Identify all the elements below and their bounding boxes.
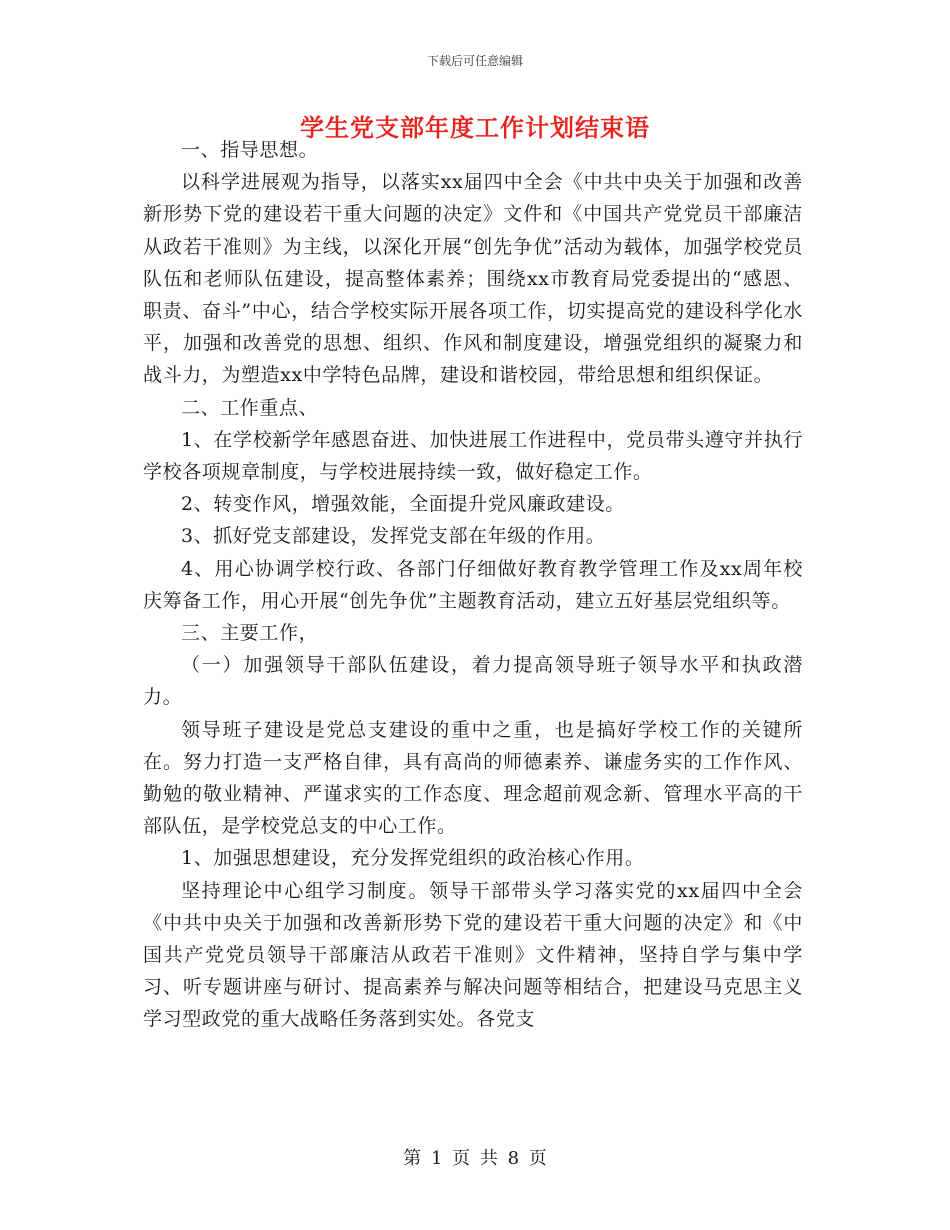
paragraph-subsection-1-heading: （一）加强领导干部队伍建设，着力提高领导班子领导水平和执政潜力。: [143, 654, 803, 709]
paragraph-focus-3: 3、抓好党支部建设，发挥党支部在年级的作用。: [181, 525, 606, 548]
document-title: 学生党支部年度工作计划结束语: [300, 113, 650, 142]
paragraph-section-2-heading: 二、工作重点、: [181, 396, 319, 419]
paragraph-focus-2: 2、转变作风，增强效能，全面提升党风廉政建设。: [181, 493, 625, 516]
document-body: [143, 134, 803, 1036]
page-header-note: 下载后可任意编辑: [426, 54, 523, 68]
paragraph-item-1-heading: 1、加强思想建设，充分发挥党组织的政治核心作用。: [181, 847, 645, 870]
paragraph-leadership: 领导班子建设是党总支建设的重中之重，也是搞好学校工作的关键所在。努力打造一支严格自律，具有高尚的师德素养、谦虚务实的工作作风、勤勉的敬业精神、严谨求实的工作态度、理念超前观念新、管理水平高的干部队伍，是学校党总支的中心工作。: [143, 718, 803, 838]
page-footer: [0, 1148, 950, 1170]
paragraph-section-1-heading: 一、指导思想。: [181, 139, 319, 161]
paragraph-guiding-ideology: 以科学进展观为指导，以落实xx届四中全会《中共中央关于加强和改善新形势下党的建设若干重大问题的决定》文件和《中国共产党党员干部廉洁从政若干准则》为主线，以深化开展“创先争优”活动为载体，加强学校党员队伍和老师队伍建设，提高整体素养；围绕xx市教育局党委提出的“感恩、职责、奋斗”中心，结合学校实际开展各项工作，切实提高党的建设科学化水平，加强和改善党的思想、组织、作风和制度建设，增强党组织的凝聚力和战斗力，为塑造xx中学特色品牌，建设和谐校园，带给思想和组织保证。: [143, 171, 803, 387]
paragraph-focus-4: 4、用心协调学校行政、各部门仔细做好教育教学管理工作及xx周年校庆筹备工作，用心开展“创先争优”主题教育活动，建立五好基层党组织等。: [143, 557, 803, 612]
paragraph-focus-1: 1、在学校新学年感恩奋进、加快进展工作进程中，党员带头遵守并执行学校各项规章制度，与学校进展持续一致，做好稳定工作。: [143, 428, 803, 484]
paragraph-section-3-heading: 三、主要工作，: [181, 622, 319, 645]
page-number-label: 第 1 页 共 8 页: [403, 1148, 547, 1169]
paragraph-study-system: 坚持理论中心组学习制度。领导干部带头学习落实党的xx届四中全会《中共中央关于加强和改善新形势下党的建设若干重大问题的决定》和《中国共产党党员领导干部廉洁从政若干准则》文件精神，坚持自学与集中学习、听专题讲座与研讨、提高素养与解决问题等相结合，把建设马克思主义学习型政党的重大战略任务落到实处。各党支: [143, 879, 803, 1031]
